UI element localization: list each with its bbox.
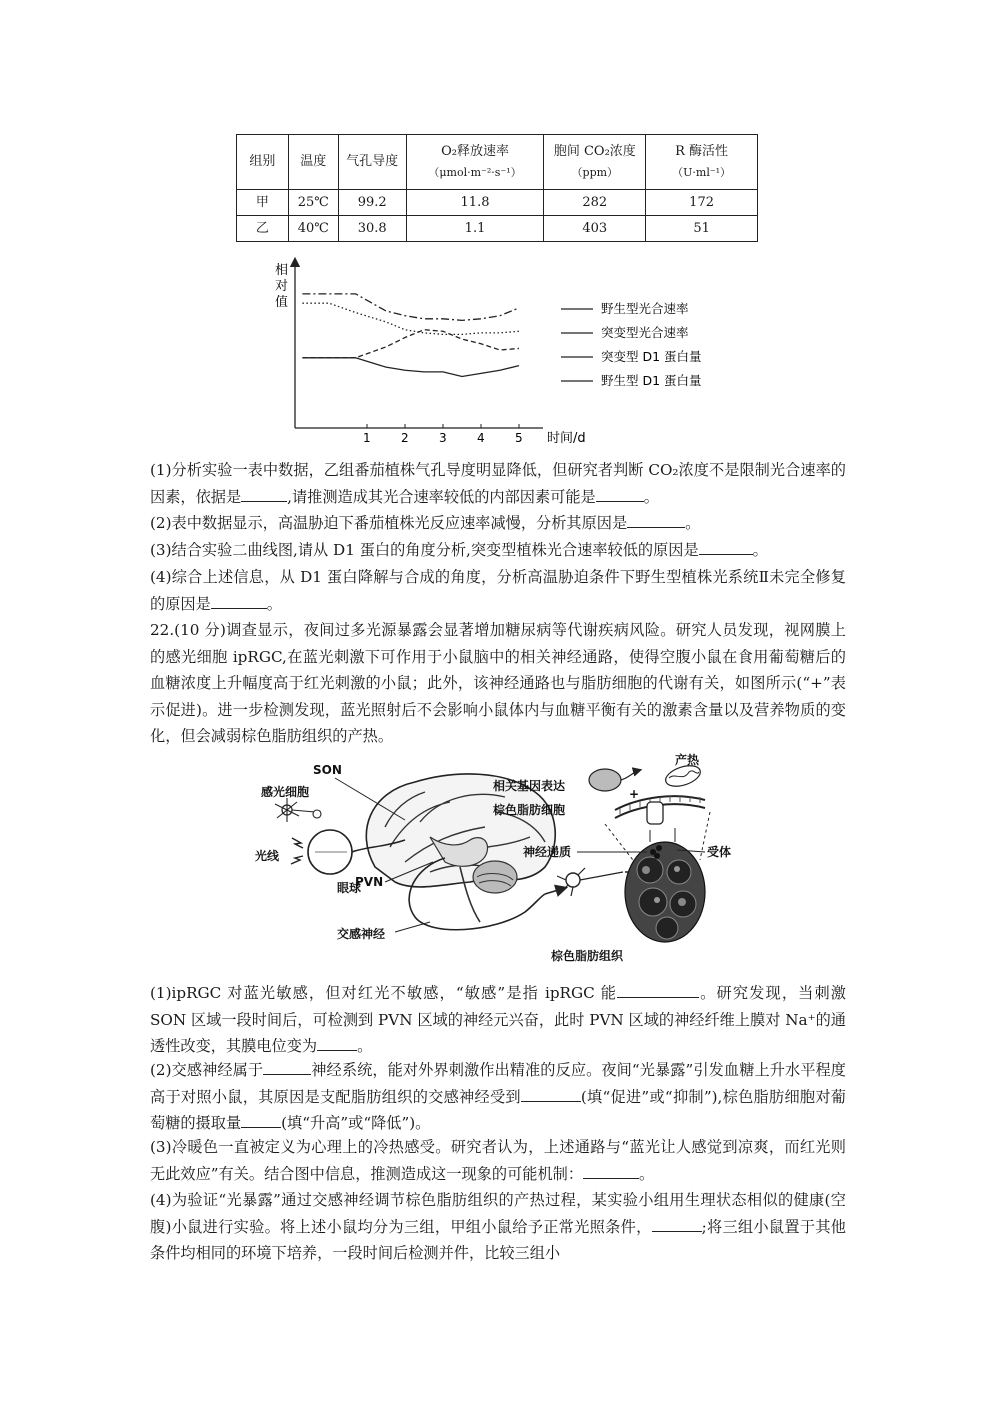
answer-blank[interactable] <box>596 485 644 502</box>
legend-label: 野生型光合速率 <box>601 301 689 316</box>
q21-p1-text-b: ,请推测造成其光合速率较低的内部因素可能是 <box>287 487 596 506</box>
answer-blank[interactable] <box>583 1162 639 1179</box>
cell-group: 甲 <box>237 190 289 216</box>
x-ticks <box>363 424 523 445</box>
q22-p1-text-c: 。 <box>357 1037 373 1055</box>
legend-label: 野生型 D1 蛋白量 <box>601 373 702 388</box>
cell-temp: 40℃ <box>288 216 338 242</box>
answer-blank[interactable] <box>241 1111 281 1128</box>
q21-part3 <box>150 537 846 564</box>
answer-blank[interactable] <box>263 1058 311 1075</box>
x-axis-label: 时间/d <box>547 431 586 446</box>
brown-fat-tissue-illustration <box>625 842 705 942</box>
x-tick-label: 4 <box>477 431 485 445</box>
answer-blank[interactable] <box>699 538 753 555</box>
q22-intro: 22.(10 分)调查显示，夜间过多光源暴露会显著增加糖尿病等代谢疾病风险。研究人员发现，视网膜上的感光细胞 ipRGC,在蓝光刺激下可作用于小鼠脑中的相关神经通路，使得空腹小鼠在食用葡萄糖后的血糖浓度上升幅度高于红光刺激的小鼠；此外，该神经通路也与脂肪细胞的代谢有关，如图所示(“+”表示促进)。进一步检测发现，蓝光照射后不会影响小鼠体内与血糖平衡有关的激素含量以及营养物质的变化，但会减弱棕色脂肪组织的产热。 <box>150 621 846 745</box>
answer-blank[interactable] <box>627 511 685 528</box>
cell-co2: 403 <box>544 216 646 242</box>
header-co2-title: 胞间 CO₂浓度 <box>553 143 636 159</box>
cell-group: 乙 <box>237 216 289 242</box>
header-o2-unit: （μmol·m⁻²·s⁻¹） <box>428 166 522 180</box>
q22-p2-text-c: (填“促进”或“抑制”),棕色脂肪细胞对葡萄糖的摄取量 <box>150 1087 846 1132</box>
table-header-row <box>237 135 758 190</box>
label-gene-expression: 相关基因表达 <box>493 779 566 793</box>
header-co2-unit: （ppm） <box>571 166 619 180</box>
q21-p2-text-b: 。 <box>685 514 701 532</box>
cell-co2: 282 <box>544 190 646 216</box>
data-table <box>236 134 758 242</box>
x-tick-label: 3 <box>439 431 447 445</box>
legend-label: 突变型 D1 蛋白量 <box>601 349 702 364</box>
label-son: SON <box>313 763 342 777</box>
label-sympathetic-nerve: 交感神经 <box>337 927 386 941</box>
cell-o2: 11.8 <box>406 190 544 216</box>
header-co2 <box>544 135 646 190</box>
q22-p1-text-b: 。研究发现，当刺激 SON 区域一段时间后，可检测到 PVN 区域的神经元兴奋，此时 PVN 区域的神经纤维上膜对 Na⁺的通透性改变，其膜电位变为 <box>150 984 846 1055</box>
q22-part2 <box>150 1057 846 1137</box>
q22-p2-text-b: 神经系统，能对外界刺激作出精准的反应。夜间“光暴露”引发血糖上升水平程度高于对照小鼠，其原因是支配脂肪组织的交感神经受到 <box>150 1061 846 1106</box>
series-line <box>302 358 519 377</box>
header-temp: 温度 <box>288 135 338 190</box>
cell-o2: 1.1 <box>406 216 544 242</box>
q22-p3-text-b: 。 <box>639 1164 655 1183</box>
answer-blank[interactable] <box>652 1215 702 1232</box>
q22-p4-text-b: ;将三组小鼠置于其他条件均相同的环境下培养，一段时间后检测并件，比较三组小 <box>150 1217 846 1262</box>
q22-p4-text-a: (4)为验证“光暴露”通过交感神经调节棕色脂肪组织的产热过程，某实验小组用生理状态相似的健康(空腹)小鼠进行实验。将上述小鼠均分为三组，甲组小鼠给予正常光照条件， <box>150 1191 846 1236</box>
q22-part4 <box>150 1187 846 1267</box>
q21-p1-text-c: 。 <box>643 487 659 506</box>
y-axis-label-2: 对 <box>275 279 289 294</box>
y-axis-label-3: 值 <box>275 295 289 310</box>
cell-temp: 25℃ <box>288 190 338 216</box>
cell-r: 51 <box>646 216 758 242</box>
q22-p1-text-a: (1)ipRGC 对蓝光敏感，但对红光不敏感，“敏感”是指 ipRGC 能 <box>150 984 618 1002</box>
q22-p3-text-a: (3)冷暖色一直被定义为心理上的冷热感受。研究者认为，上述通路与“蓝光让人感觉到凉爽，而红光则无此效应”有关。结合图中信息，推测造成这一现象的可能机制： <box>150 1138 846 1183</box>
label-light: 光线 <box>255 849 280 863</box>
q21-part2 <box>150 510 846 537</box>
x-tick-label: 2 <box>401 431 409 445</box>
header-r <box>646 135 758 190</box>
cell-stomatal: 30.8 <box>338 216 406 242</box>
table-row <box>237 216 758 242</box>
q21-p1-text-a: (1)分析实验一表中数据，乙组番茄植株气孔导度明显降低，但研究者判断 CO₂浓度不是限制光合速率的因素，依据是 <box>150 461 846 506</box>
header-r-unit: （U·ml⁻¹） <box>672 166 732 180</box>
label-receptor: 受体 <box>707 845 732 859</box>
series-line <box>302 294 519 321</box>
neural-pathway-diagram <box>255 752 755 972</box>
q21-part4 <box>150 564 846 617</box>
legend-label: 突变型光合速率 <box>601 325 689 340</box>
x-tick-label: 1 <box>363 431 371 445</box>
series-line <box>302 330 519 358</box>
q21-p3-text-b: 。 <box>752 541 768 559</box>
q21-p2-text-a: (2)表中数据显示，高温胁迫下番茄植株光反应速率减慢，分析其原因是 <box>150 514 628 532</box>
answer-blank[interactable] <box>521 1085 581 1102</box>
label-eyeball: 眼球 <box>337 881 362 895</box>
q22-p2-text-d: (填“升高”或“降低”)。 <box>281 1114 431 1132</box>
header-o2 <box>406 135 544 190</box>
q22-part3 <box>150 1134 846 1187</box>
answer-blank[interactable] <box>317 1034 357 1051</box>
q22-p2-text-a: (2)交感神经属于 <box>150 1061 264 1079</box>
label-heat: 产热 <box>675 753 700 767</box>
label-plus: + <box>629 787 640 801</box>
answer-blank[interactable] <box>241 485 287 502</box>
header-group: 组别 <box>237 135 289 190</box>
q22-part1 <box>150 980 846 1060</box>
legend <box>561 301 702 388</box>
series-lines <box>302 294 519 377</box>
label-photoreceptor: 感光细胞 <box>261 785 310 799</box>
cell-r: 172 <box>646 190 758 216</box>
label-brown-fat-cell: 棕色脂肪细胞 <box>493 803 566 817</box>
y-axis-label-1: 相 <box>275 263 289 278</box>
label-brown-fat-tissue: 棕色脂肪组织 <box>551 949 624 963</box>
line-chart <box>255 256 725 446</box>
header-stomatal: 气孔导度 <box>338 135 406 190</box>
q21-part1 <box>150 457 846 510</box>
q21-p4-text-b: 。 <box>266 594 282 613</box>
answer-blank[interactable] <box>617 981 699 998</box>
label-pvn: PVN <box>355 875 384 889</box>
header-r-title: R 酶活性 <box>675 143 729 159</box>
q21-p4-text-a: (4)综合上述信息，从 D1 蛋白降解与合成的角度，分析高温胁迫条件下野生型植株光系统Ⅱ未完全修复的原因是 <box>150 568 846 613</box>
answer-blank[interactable] <box>211 592 267 609</box>
table-row <box>237 190 758 216</box>
label-neurotransmitter: 神经递质 <box>523 845 572 859</box>
q21-p3-text-a: (3)结合实验二曲线图,请从 D1 蛋白的角度分析,突变型植株光合速率较低的原因是 <box>150 541 699 559</box>
header-o2-title: O₂释放速率 <box>441 143 509 159</box>
x-tick-label: 5 <box>515 431 523 445</box>
series-line <box>302 303 519 334</box>
cell-stomatal: 99.2 <box>338 190 406 216</box>
